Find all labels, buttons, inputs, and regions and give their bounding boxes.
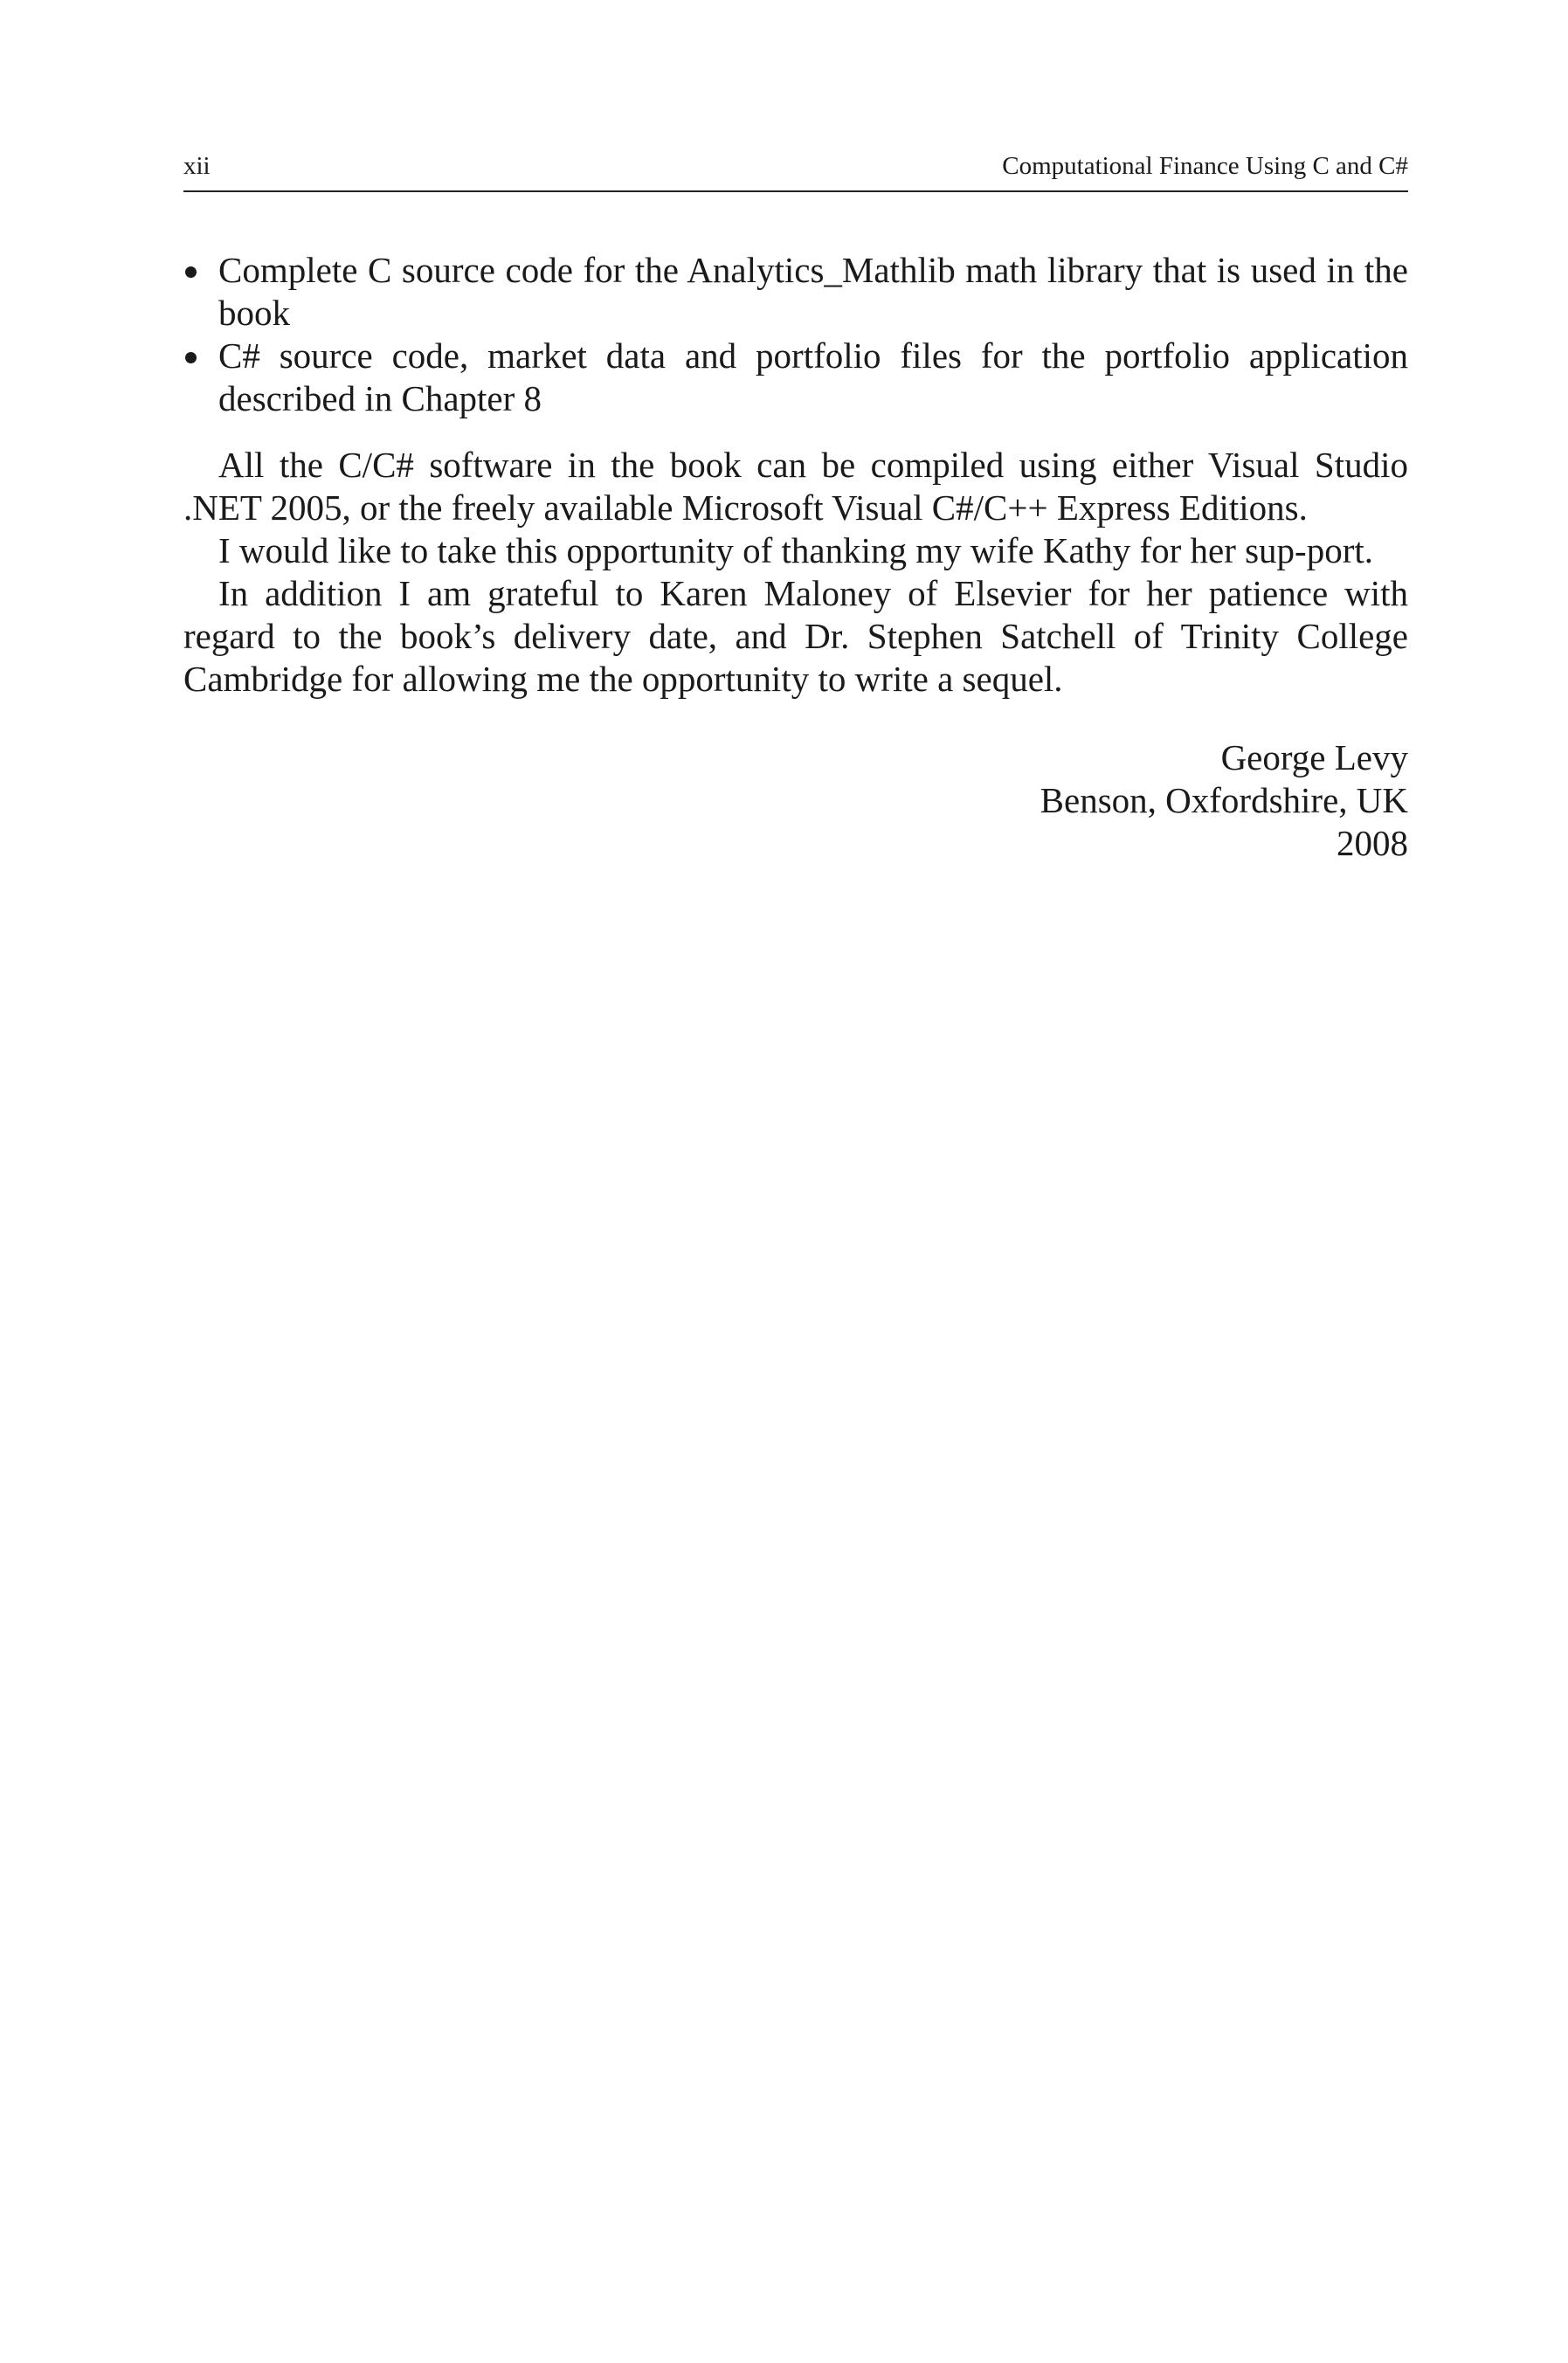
book-page <box>183 0 1408 2363</box>
bullet-dot-icon <box>185 352 197 363</box>
list-item-text: Complete C source code for the Analytics_Mathlib math library that is used in the book <box>218 250 1408 333</box>
running-title: Computational Finance Using C and C# <box>1002 152 1408 180</box>
signature-block <box>183 736 1408 865</box>
list-item-text: C# source code, market data and portfolio files for the portfolio application described in Chapter 8 <box>218 335 1408 418</box>
page-number: xii <box>183 152 211 180</box>
bullet-dot-icon <box>185 266 197 278</box>
list-item <box>183 249 1408 335</box>
signature-year: 2008 <box>1337 823 1408 863</box>
author-location: Benson, Oxfordshire, UK <box>1040 780 1408 820</box>
list-item <box>183 335 1408 420</box>
running-header <box>183 150 1408 192</box>
paragraph-thanks-wife: I would like to take this opportunity of thanking my wife Kathy for her sup-port. <box>218 530 1374 570</box>
author-name: George Levy <box>1220 737 1408 777</box>
bullet-list <box>183 249 1408 420</box>
paragraph-software: All the C/C# software in the book can be compiled using either Visual Studio .NET 2005, or the freely available Microsoft Visual C#/C++ Express Editions. <box>183 445 1408 528</box>
paragraph-thanks-editor: In addition I am grateful to Karen Maloney of Elsevier for her patience with regard to the book’s delivery date, and Dr. Stephen Satchell of Trinity College Cambridge for allowing me the opportunity to write a sequel. <box>183 573 1408 699</box>
page-body <box>183 249 1408 865</box>
